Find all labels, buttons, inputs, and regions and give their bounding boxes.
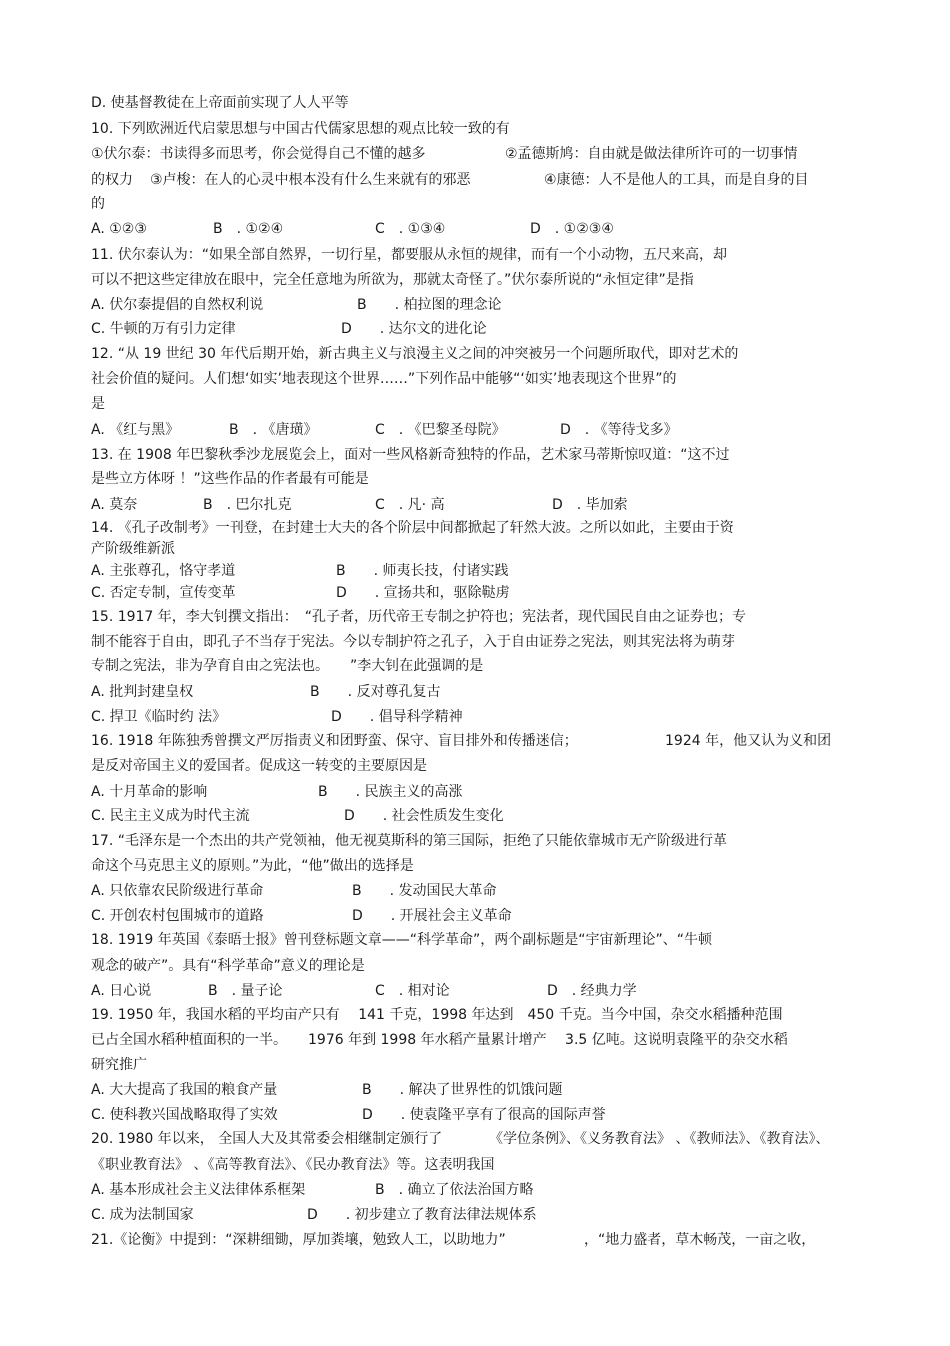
q12-option-a: A. 《红与黑》 bbox=[91, 422, 180, 438]
q9-option-d: D. 使基督教徒在上帝面前实现了人人平等 bbox=[91, 95, 349, 111]
q15-option-b: B . 反对尊孔复古 bbox=[310, 684, 441, 700]
q17-stem-line-2: 命这个马克思主义的原则。”为此，“他”做出的选择是 bbox=[91, 858, 414, 874]
q18-option-c: C . 相对论 bbox=[375, 983, 450, 999]
q12-option-d: D . 《等待戈多》 bbox=[560, 422, 678, 438]
q14-option-c: C. 否定专制，宣传变革 bbox=[91, 585, 236, 601]
q15-option-a: A. 批判封建皇权 bbox=[91, 684, 194, 700]
q15-stem-line-3: 专制之宪法，非为孕育自由之宪法也。 ”李大钊在此强调的是 bbox=[91, 658, 484, 674]
q16-option-b: B . 民族主义的高涨 bbox=[318, 784, 463, 800]
q17-option-d: D . 开展社会主义革命 bbox=[352, 908, 512, 924]
q12-option-b: B . 《唐璜》 bbox=[229, 422, 318, 438]
q11-option-c: C. 牛顿的万有引力定律 bbox=[91, 321, 236, 337]
q16-option-a: A. 十月革命的影响 bbox=[91, 784, 208, 800]
q18-stem-line-1: 18. 1919 年英国《泰晤士报》曾刊登标题文章——“科学革命”，两个副标题是“宇宙新理论”、“牛顿 bbox=[91, 932, 713, 948]
q10-stem: 10. 下列欧洲近代启蒙思想与中国古代儒家思想的观点比较一致的有 bbox=[91, 121, 510, 137]
q12-stem-line-3: 是 bbox=[91, 396, 105, 412]
q19-option-b: B . 解决了世界性的饥饿问题 bbox=[362, 1082, 563, 1098]
q20-option-c: C. 成为法制国家 bbox=[91, 1207, 194, 1223]
q10-statement-1: ①伏尔泰：书读得多而思考，你会觉得自己不懂的越多 bbox=[91, 146, 426, 162]
q11-option-a: A. 伏尔泰提倡的自然权利说 bbox=[91, 297, 264, 313]
q15-option-d: D . 倡导科学精神 bbox=[331, 709, 463, 725]
q19-stem-line-1: 19. 1950 年，我国水稻的平均亩产只有 141 千克，1998 年达到 450 千克。当今中国，杂交水稻播种范围 bbox=[91, 1007, 783, 1023]
q11-stem-line-2: 可以不把这些定律放在眼中，完全任意地为所欲为，那就太奇怪了。”伏尔泰所说的“永恒定律”是指 bbox=[91, 272, 694, 288]
q17-option-b: B . 发动国民大革命 bbox=[352, 883, 497, 899]
q16-stem-line-2: 是反对帝国主义的爱国者。促成这一转变的主要原因是 bbox=[91, 758, 427, 774]
q12-stem-line-2: 社会价值的疑问。人们想‘如实’地表现这个世界……”下列作品中能够“‘如实’地表现这个世界”的 bbox=[91, 371, 677, 387]
q10-option-c: C . ①③④ bbox=[375, 221, 446, 237]
q19-stem-line-2: 已占全国水稻种植面积的一半。 1976 年到 1998 年水稻产量累计增产 3.5 亿吨。这说明袁隆平的杂交水稻 bbox=[91, 1032, 788, 1048]
q20-stem-line-2: 《职业教育法》 、《高等教育法》、《民办教育法》等。这表明我国 bbox=[91, 1157, 495, 1173]
q13-option-c: C . 凡· 高 bbox=[375, 497, 445, 513]
q19-stem-line-3: 研究推广 bbox=[91, 1057, 147, 1073]
q13-stem-line-1: 13. 在 1908 年巴黎秋季沙龙展览会上，面对一些风格新奇独特的作品，艺术家马蒂斯惊叹道：“这不过 bbox=[91, 447, 730, 463]
q19-option-c: C. 使科教兴国战略取得了实效 bbox=[91, 1107, 278, 1123]
q10-statement-2-cont: 的权力 bbox=[91, 172, 133, 188]
q10-statement-2: ②孟德斯鸠：自由就是做法律所许可的一切事情 bbox=[505, 146, 798, 162]
q17-stem-line-1: 17. “毛泽东是一个杰出的共产党领袖，他无视莫斯科的第三国际，拒绝了只能依靠城市无产阶级进行革 bbox=[91, 833, 727, 849]
q20-stem-line-1-cont: 《学位条例》、《义务教育法》 、《教师法》、《教育法》、 bbox=[489, 1131, 830, 1147]
q16-option-c: C. 民主主义成为时代主流 bbox=[91, 808, 250, 824]
q15-stem-line-1: 15. 1917 年，李大钊撰文指出： “孔子者，历代帝王专制之护符也；宪法者，现代国民自由之证券也；专 bbox=[91, 609, 747, 625]
q14-stem-line-1: 14. 《孔子改制考》一刊登，在封建士大夫的各个阶层中间都掀起了轩然大波。之所以如此，主要由于资 bbox=[91, 520, 734, 536]
q19-option-a: A. 大大提高了我国的粮食产量 bbox=[91, 1082, 278, 1098]
q12-option-c: C . 《巴黎圣母院》 bbox=[375, 422, 506, 438]
q13-option-a: A. 莫奈 bbox=[91, 497, 138, 513]
q14-stem-line-2: 产阶级维新派 bbox=[91, 541, 175, 557]
q10-statement-4: ④康德：人不是他人的工具，而是自身的目 bbox=[544, 172, 809, 188]
q11-stem-line-1: 11. 伏尔泰认为：“如果全部自然界，一切行星，都要服从永恒的规律，而有一个小动物，五尺来高，却 bbox=[91, 247, 727, 263]
q11-option-b: B . 柏拉图的理念论 bbox=[357, 297, 502, 313]
q18-option-b: B . 量子论 bbox=[208, 983, 283, 999]
q10-option-a: A. ①②③ bbox=[91, 221, 147, 237]
q16-stem-line-1-cont: 1924 年，他又认为义和团 bbox=[665, 733, 832, 749]
q18-stem-line-2: 观念的破产”。具有“科学革命”意义的理论是 bbox=[91, 958, 365, 974]
q21-stem-line-1-cont: ，“地力盛者，草木畅茂，一亩之收， bbox=[584, 1232, 816, 1248]
q17-option-c: C. 开创农村包围城市的道路 bbox=[91, 908, 264, 924]
q15-stem-line-2: 制不能容于自由，即孔子不当存于宪法。今以专制护符之孔子，入于自由证券之宪法，则其宪法将为萌芽 bbox=[91, 634, 735, 650]
q10-option-d: D . ①②③④ bbox=[530, 221, 614, 237]
q20-option-a: A. 基本形成社会主义法律体系框架 bbox=[91, 1182, 306, 1198]
q13-option-d: D . 毕加索 bbox=[552, 497, 628, 513]
q10-option-b: B . ①②④ bbox=[213, 221, 284, 237]
q15-option-c: C. 捍卫《临时约 法》 bbox=[91, 709, 227, 725]
q16-option-d: D . 社会性质发生变化 bbox=[344, 808, 504, 824]
q10-statement-3: ③卢梭：在人的心灵中根本没有什么生来就有的邪恶 bbox=[150, 172, 471, 188]
q12-stem-line-1: 12. “从 19 世纪 30 年代后期开始，新古典主义与浪漫主义之间的冲突被另一个问题所取代，即对艺术的 bbox=[91, 346, 739, 362]
q19-option-d: D . 使袁隆平享有了很高的国际声誉 bbox=[362, 1107, 606, 1123]
q18-option-a: A. 日心说 bbox=[91, 983, 152, 999]
q18-option-d: D . 经典力学 bbox=[547, 983, 637, 999]
q20-stem-line-1: 20. 1980 年以来， 全国人大及其常委会相继制定颁行了 bbox=[91, 1131, 443, 1147]
q14-option-a: A. 主张尊孔，恪守孝道 bbox=[91, 563, 236, 579]
q14-option-d: D . 宣扬共和，驱除鞑虏 bbox=[336, 585, 510, 601]
q14-option-b: B . 师夷长技，付诸实践 bbox=[336, 563, 509, 579]
q11-option-d: D . 达尔文的进化论 bbox=[341, 321, 487, 337]
q13-stem-line-2: 是些立方体呀 ！”这些作品的作者最有可能是 bbox=[91, 471, 369, 487]
q21-stem-line-1: 21.《论衡》中提到：“深耕细锄，厚加粪壤，勉致人工，以助地力” bbox=[91, 1232, 506, 1248]
q17-option-a: A. 只依靠农民阶级进行革命 bbox=[91, 883, 264, 899]
q10-statement-4-cont: 的 bbox=[91, 196, 105, 212]
q13-option-b: B . 巴尔扎克 bbox=[203, 497, 292, 513]
q20-option-d: D . 初步建立了教育法律法规体系 bbox=[307, 1207, 537, 1223]
q16-stem-line-1: 16. 1918 年陈独秀曾撰文严厉指责义和团野蛮、保守、盲目排外和传播迷信； bbox=[91, 733, 578, 749]
q20-option-b: B . 确立了依法治国方略 bbox=[375, 1182, 534, 1198]
